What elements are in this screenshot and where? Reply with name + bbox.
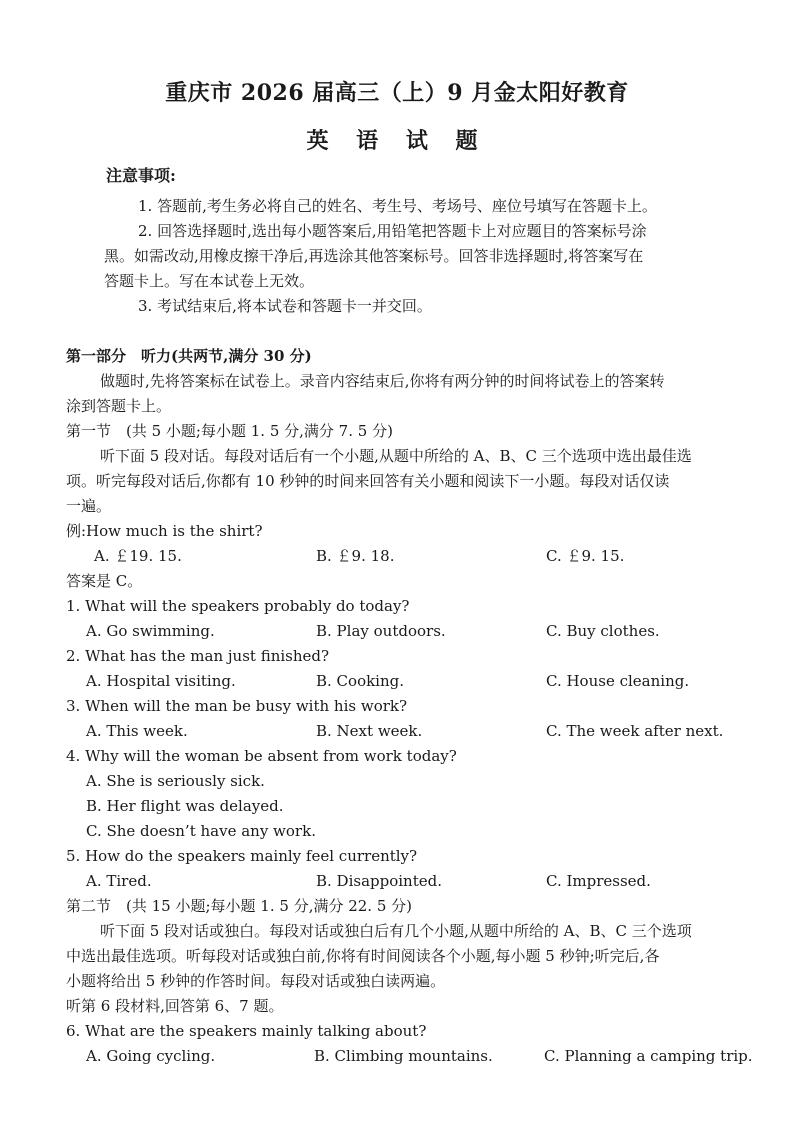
section2-instruction: 中选出最佳选项。听每段对话或独白前,你将有时间阅读各个小题,每小题 5 秒钟;听完后,各 xyxy=(66,947,660,965)
section2-heading: 第二节 (共 15 小题;每小题 1. 5 分,满分 22. 5 分) xyxy=(66,897,413,915)
example-answer: 答案是 C。 xyxy=(66,572,143,590)
example-question: 例:How much is the shirt? xyxy=(66,522,263,540)
question-3: 3. When will the man be busy with his work? xyxy=(66,697,408,715)
q6-option-b: B. Climbing mountains. xyxy=(314,1047,493,1065)
q5-option-c: C. Impressed. xyxy=(546,872,651,890)
q3-option-c: C. The week after next. xyxy=(546,722,724,740)
q1-option-c: C. Buy clothes. xyxy=(546,622,660,640)
exam-title: 重庆市 2026 届高三（上）9 月金太阳好教育 xyxy=(165,80,629,106)
q2-option-b: B. Cooking. xyxy=(316,672,405,690)
part1-intro: 做题时,先将答案标在试卷上。录音内容结束后,你将有两分钟的时间将试卷上的答案转 xyxy=(100,372,665,390)
section1-heading: 第一节 (共 5 小题;每小题 1. 5 分,满分 7. 5 分) xyxy=(66,422,393,440)
section2-instruction: 听下面 5 段对话或独白。每段对话或独白后有几个小题,从题中所给的 A、B、C 三个选项 xyxy=(100,922,692,940)
section1-instruction: 听下面 5 段对话。每段对话后有一个小题,从题中所给的 A、B、C 三个选项中选出最佳选 xyxy=(100,447,692,465)
question-5: 5. How do the speakers mainly feel currently? xyxy=(66,847,418,865)
question-4: 4. Why will the woman be absent from work today? xyxy=(66,747,457,765)
notice-line: 答题卡上。写在本试卷上无效。 xyxy=(104,272,315,290)
question-6: 6. What are the speakers mainly talking about? xyxy=(66,1022,427,1040)
example-option-a: A. ￡19. 15. xyxy=(94,547,182,565)
question-2: 2. What has the man just finished? xyxy=(66,647,330,665)
section2-instruction: 小题将给出 5 秒钟的作答时间。每段对话或独白读两遍。 xyxy=(66,972,446,990)
notice-line: 黑。如需改动,用橡皮擦干净后,再选涂其他答案标号。回答非选择题时,将答案写在 xyxy=(104,247,644,265)
q5-option-b: B. Disappointed. xyxy=(316,872,442,890)
q5-option-a: A. Tired. xyxy=(86,872,152,890)
exam-subtitle: 英 语 试 题 xyxy=(306,128,488,154)
part1-intro: 涂到答题卡上。 xyxy=(66,397,172,415)
q2-option-a: A. Hospital visiting. xyxy=(86,672,236,690)
section1-instruction: 项。听完每段对话后,你都有 10 秒钟的时间来回答有关小题和阅读下一小题。每段对话仅读 xyxy=(66,472,670,490)
example-option-c: C. ￡9. 15. xyxy=(546,547,625,565)
notice-line: 2. 回答选择题时,选出每小题答案后,用铅笔把答题卡上对应题目的答案标号涂 xyxy=(138,222,647,240)
example-option-b: B. ￡9. 18. xyxy=(316,547,395,565)
q1-option-b: B. Play outdoors. xyxy=(316,622,446,640)
q3-option-b: B. Next week. xyxy=(316,722,423,740)
q6-option-a: A. Going cycling. xyxy=(86,1047,216,1065)
part1-heading: 第一部分 听力(共两节,满分 30 分) xyxy=(66,347,312,365)
q1-option-a: A. Go swimming. xyxy=(86,622,215,640)
q4-option-b: B. Her flight was delayed. xyxy=(86,797,284,815)
q3-option-a: A. This week. xyxy=(86,722,188,740)
q6-option-c: C. Planning a camping trip. xyxy=(544,1047,753,1065)
material-6-note: 听第 6 段材料,回答第 6、7 题。 xyxy=(66,997,284,1015)
q4-option-a: A. She is seriously sick. xyxy=(86,772,265,790)
notice-line: 1. 答题前,考生务必将自己的姓名、考生号、考场号、座位号填写在答题卡上。 xyxy=(138,197,657,215)
q2-option-c: C. House cleaning. xyxy=(546,672,690,690)
notice-line: 3. 考试结束后,将本试卷和答题卡一并交回。 xyxy=(138,297,432,315)
q4-option-c: C. She doesn’t have any work. xyxy=(86,822,316,840)
section1-instruction: 一遍。 xyxy=(66,497,112,515)
notice-heading: 注意事项: xyxy=(106,166,176,185)
question-1: 1. What will the speakers probably do today? xyxy=(66,597,410,615)
